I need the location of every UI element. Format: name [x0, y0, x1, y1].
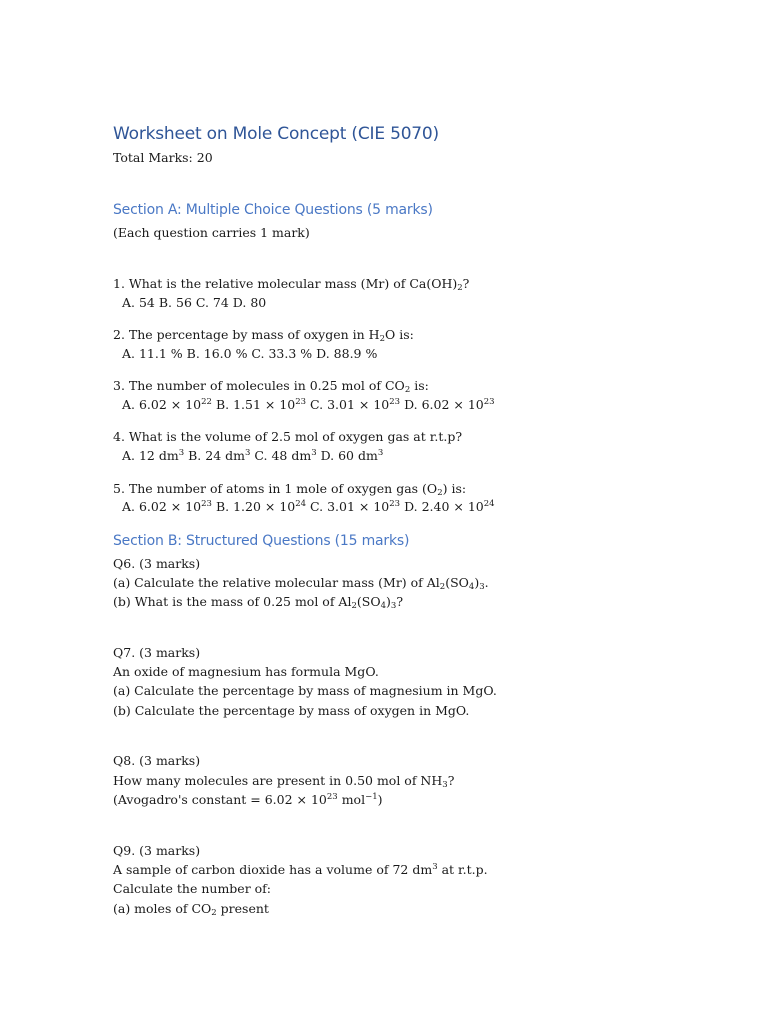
q5-options: A. $6.02 \times 10^{23}$ B. $1.20 \times 10^{24}$ C. $3.01 \times 10^{23}$ D. $2.40 \times 10^{24}$: [122, 499, 495, 514]
section-b-heading: Section B: Structured Questions (15 marks): [113, 533, 410, 549]
q8-avogadro-note: (Avogadro's constant = $6.02 \times 10^{23}$ mol$^{-1}$): [113, 792, 383, 807]
worksheet-title: Worksheet on Mole Concept (CIE 5070): [113, 124, 439, 144]
q6-marks: Q6. (3 marks): [113, 556, 201, 571]
q8-question: How many molecules are present in 0.50 mol of $NH_3$?: [113, 773, 455, 790]
q3-options: A. $6.02 \times 10^{22}$ B. $1.51 \times 10^{23}$ C. $3.01 \times 10^{23}$ D. $6.02 \times 10^{23}$: [122, 397, 495, 412]
q4-text: 4. What is the volume of 2.5 mol of oxygen gas at r.t.p?: [113, 429, 463, 444]
q6-part-a: (a) Calculate the relative molecular mass (Mr) of $Al_2(SO_4)_3$.: [113, 575, 489, 592]
q7-part-b: (b) Calculate the percentage by mass of oxygen in MgO.: [113, 703, 470, 718]
q1-text: 1. What is the relative molecular mass (Mr) of $Ca(OH)_2$?: [113, 276, 470, 293]
q7-marks: Q7. (3 marks): [113, 645, 201, 660]
q2-options: A. 11.1 % B. 16.0 % C. 33.3 % D. 88.9 %: [122, 346, 378, 361]
q9-instruction: Calculate the number of:: [113, 881, 272, 896]
q7-intro: An oxide of magnesium has formula MgO.: [113, 664, 379, 679]
q3-text: 3. The number of molecules in 0.25 mol of $CO_2$ is:: [113, 378, 429, 395]
q4-options: A. 12 $dm^3$ B. 24 $dm^3$ C. 48 $dm^3$ D. 60 $dm^3$: [122, 448, 384, 463]
q7-part-a: (a) Calculate the percentage by mass of magnesium in MgO.: [113, 683, 497, 698]
q9-marks: Q9. (3 marks): [113, 843, 201, 858]
q2-text: 2. The percentage by mass of oxygen in $H_2O$ is:: [113, 327, 414, 344]
section-a-note: (Each question carries 1 mark): [113, 225, 310, 240]
total-marks: Total Marks: 20: [113, 150, 213, 165]
q8-marks: Q8. (3 marks): [113, 753, 201, 768]
q9-part-a: (a) moles of $CO_2$ present: [113, 901, 269, 918]
q1-options: A. 54 B. 56 C. 74 D. 80: [122, 295, 267, 310]
q5-text: 5. The number of atoms in 1 mole of oxygen gas $(O_2)$ is:: [113, 481, 467, 498]
q6-part-b: (b) What is the mass of 0.25 mol of $Al_2(SO_4)_3$?: [113, 594, 404, 611]
q9-intro: A sample of carbon dioxide has a volume of 72 $dm^3$ at r.t.p.: [113, 862, 488, 877]
section-a-heading: Section A: Multiple Choice Questions (5 marks): [113, 202, 433, 218]
